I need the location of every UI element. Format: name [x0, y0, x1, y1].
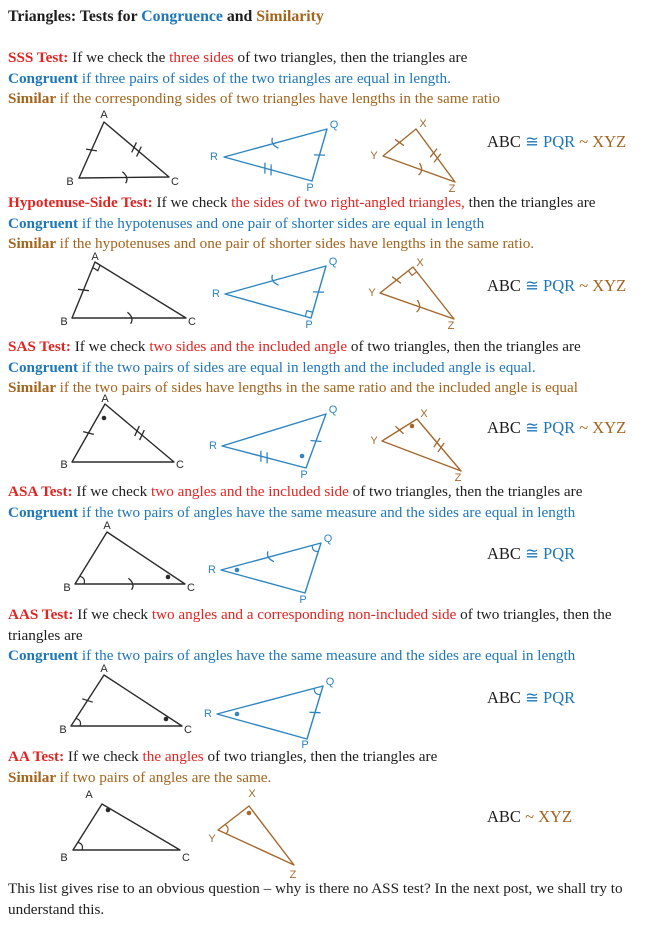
tick-mark [135, 426, 140, 436]
text-segment: If we check [156, 194, 232, 211]
text-segment: Similar [8, 379, 60, 397]
vertex-label-A: A [100, 109, 108, 121]
text-segment: three sides [169, 49, 234, 66]
vertex-label-Q: Q [323, 533, 333, 545]
text-segment: If we check [67, 748, 143, 765]
aa-diagram-row [0, 785, 660, 880]
aa-triangle-xyz [218, 806, 294, 865]
text-segment: of two triangles, then the triangles are [347, 338, 581, 355]
text-segment: if the two pairs of sides have lengths in the same ratio and the included angle is equal [59, 379, 578, 397]
vertex-label-Q: Q [329, 119, 339, 131]
angle-dot [247, 811, 252, 816]
sas-line-2 [8, 358, 581, 379]
text-segment: SSS Test: [8, 49, 73, 66]
vertex-label-B: B [60, 852, 68, 864]
vertex-label-C: C [184, 724, 192, 736]
vertex-label-R: R [204, 708, 212, 720]
text-segment: two angles and the included side [151, 483, 349, 500]
angle-arc [225, 824, 228, 833]
vertex-label-A: A [91, 251, 99, 263]
text-segment: If we check [77, 606, 152, 623]
text-segment: if the hypotenuses and one pair of shorter sides have lengths in the same ratio. [59, 235, 535, 253]
text-segment: if two pairs of angles are the same. [59, 768, 272, 786]
vertex-label-C: C [182, 852, 190, 864]
text-segment: the sides of two right-angled triangles, [231, 194, 465, 211]
text-segment: ≅ PQR [525, 418, 580, 437]
footer-line-1: This list gives rise to an obvious question – why is there no ASS test? In the next post, we shall try to [8, 880, 623, 897]
aa-diagram [0, 785, 660, 880]
text-segment: of two triangles, then the triangles are [203, 748, 438, 765]
text-segment: Similar [8, 235, 60, 253]
aas-diagram-row [0, 663, 660, 751]
text-segment: Congruent [8, 214, 82, 232]
text-segment: Triangles: Tests for [8, 8, 142, 25]
sss-diagram [0, 108, 660, 196]
sas-triangle-xyz [382, 419, 461, 471]
text-segment: SAS Test: [8, 338, 75, 355]
angle-arc [314, 688, 320, 694]
right-angle-mark [408, 271, 416, 276]
tick-mark [395, 426, 403, 433]
asa-section-text [8, 482, 582, 523]
tick-mark [78, 289, 89, 290]
aas-line-2 [8, 626, 612, 647]
angle-dot [164, 717, 169, 722]
sas-diagram [0, 395, 660, 482]
vertex-label-P: P [301, 739, 309, 751]
text-segment: if the corresponding sides of two triangles have lengths in the same ratio [59, 90, 500, 108]
vertex-label-Q: Q [328, 256, 338, 268]
sas-triangle-pqr [222, 414, 326, 468]
text-segment: AA Test: [8, 748, 68, 765]
vertex-label-Y: Y [208, 833, 216, 845]
text-segment: ≅ PQR [525, 276, 580, 295]
text-segment: ABC [487, 276, 526, 295]
text-segment: then the triangles are [464, 194, 596, 211]
text-segment: AAS Test: [8, 606, 78, 623]
angle-dot [300, 454, 305, 459]
angle-dot [235, 712, 240, 717]
vertex-label-A: A [85, 789, 93, 801]
angle-arc [312, 545, 318, 551]
sss-section-text [8, 48, 500, 110]
sas-section-text [8, 337, 581, 399]
text-segment: the angles [142, 748, 204, 765]
page-title [8, 7, 324, 28]
text-segment: Congruence [141, 8, 223, 25]
tick-mark [311, 440, 322, 441]
hs-triangle-abc [72, 262, 186, 318]
hs-line-2 [8, 214, 596, 235]
vertex-label-X: X [420, 408, 428, 420]
angle-dot [410, 424, 415, 429]
text-segment: Congruent [8, 647, 82, 665]
angle-dot [235, 568, 240, 573]
vertex-label-A: A [101, 393, 109, 405]
vertex-label-P: P [305, 319, 313, 331]
vertex-label-P: P [306, 182, 314, 194]
text-segment: of two triangles, then the [456, 606, 612, 623]
aa-relation [487, 807, 572, 827]
text-segment: Hypotenuse-Side Test: [8, 194, 157, 211]
angle-arc [78, 842, 83, 850]
asa-diagram-row [0, 520, 660, 605]
vertex-label-B: B [60, 459, 68, 471]
text-segment: if the two pairs of angles have the same measure and the sides are equal in length [81, 647, 576, 665]
aas-relation [487, 688, 575, 708]
text-segment: of two triangles, then the triangles are [233, 49, 468, 66]
text-segment: if the two pairs of sides are equal in length and the included angle is equal. [81, 358, 536, 376]
vertex-label-B: B [66, 176, 74, 188]
text-segment: Congruent [8, 69, 82, 87]
text-segment: of two triangles, then the triangles are [348, 483, 583, 500]
asa-line-1 [8, 482, 582, 503]
vertex-label-Z: Z [289, 869, 297, 881]
text-segment: Congruent [8, 358, 82, 376]
text-segment: If we check the [72, 49, 170, 66]
tick-mark [137, 147, 142, 157]
tick-mark [140, 430, 145, 440]
sas-diagram-row [0, 395, 660, 482]
aa-triangle-abc [73, 804, 180, 850]
text-segment: if the hypotenuses and one pair of shorter sides are equal in length [81, 214, 485, 232]
vertex-label-A: A [103, 520, 111, 532]
text-segment: ABC [487, 132, 526, 151]
aa-section-text [8, 747, 437, 788]
hs-section-text [8, 193, 596, 255]
text-segment: Similar [8, 90, 60, 108]
text-segment: If we check [74, 338, 150, 355]
hs-relation [487, 276, 626, 296]
vertex-label-B: B [63, 582, 71, 594]
vertex-label-C: C [187, 582, 195, 594]
hs-triangle-pqr [225, 266, 326, 318]
vertex-label-P: P [299, 594, 307, 606]
text-segment: ≅ PQR [525, 688, 576, 707]
sss-line-3 [8, 89, 500, 110]
footer-line-2: understand this. [8, 900, 105, 918]
text-segment: ABC [487, 544, 526, 563]
sss-triangle-pqr [224, 129, 327, 181]
vertex-label-R: R [209, 440, 217, 452]
text-segment: if three pairs of sides of the two triangles are equal in length. [81, 69, 451, 87]
vertex-label-R: R [208, 564, 216, 576]
vertex-label-X: X [416, 257, 424, 269]
vertex-label-R: R [212, 288, 220, 300]
angle-dot [166, 575, 171, 580]
vertex-label-Y: Y [370, 435, 378, 447]
text-segment: if the two pairs of angles have the same measure and the sides are equal in length [81, 503, 576, 521]
text-segment: ~ XYZ [579, 276, 627, 295]
text-segment: If we check [76, 483, 151, 500]
vertex-label-B: B [60, 316, 68, 328]
text-segment: two angles and a corresponding non-included side [151, 606, 457, 623]
text-segment: Similar [8, 768, 60, 786]
vertex-label-Y: Y [368, 287, 376, 299]
vertex-label-C: C [176, 459, 184, 471]
asa-relation [487, 544, 575, 564]
text-segment: ABC [487, 807, 526, 826]
vertex-label-Q: Q [328, 404, 338, 416]
text-segment: ~ XYZ [579, 132, 627, 151]
tick-mark [86, 149, 97, 151]
vertex-label-B: B [59, 724, 67, 736]
text-segment: triangles are [8, 626, 83, 644]
sss-line-1 [8, 48, 500, 69]
aas-line-1 [8, 605, 612, 626]
aas-section-text [8, 605, 612, 667]
tick-mark [132, 142, 137, 152]
vertex-label-Y: Y [370, 150, 378, 162]
aa-line-1 [8, 747, 437, 768]
text-segment: Similarity [256, 8, 324, 25]
vertex-label-P: P [300, 469, 308, 481]
sss-relation [487, 132, 626, 152]
vertex-label-Q: Q [325, 676, 335, 688]
vertex-label-Z: Z [448, 183, 456, 195]
text-segment: ASA Test: [8, 483, 77, 500]
angle-arc [76, 718, 81, 726]
sas-relation [487, 418, 626, 438]
sss-line-2 [8, 69, 500, 90]
angle-dot [106, 808, 111, 813]
text-segment: Congruent [8, 503, 82, 521]
vertex-label-Z: Z [454, 472, 462, 484]
vertex-label-X: X [248, 788, 256, 800]
text-segment: ≅ PQR [525, 132, 580, 151]
aas-triangle-pqr [217, 686, 323, 739]
vertex-label-C: C [171, 176, 179, 188]
text-segment: ABC [487, 688, 526, 707]
sas-line-1 [8, 337, 581, 358]
angle-dot [102, 416, 107, 421]
vertex-label-X: X [419, 118, 427, 130]
angle-arc [80, 576, 85, 584]
text-segment: ~ XYZ [525, 807, 573, 826]
text-segment: ABC [487, 418, 526, 437]
vertex-label-Z: Z [447, 320, 455, 332]
hs-diagram-row [0, 252, 660, 338]
vertex-label-C: C [188, 316, 196, 328]
hs-line-1 [8, 193, 596, 214]
footer-text [8, 879, 623, 920]
text-segment: ≅ PQR [525, 544, 576, 563]
vertex-label-R: R [210, 151, 218, 163]
text-segment: two sides and the included angle [149, 338, 348, 355]
vertex-label-A: A [100, 663, 108, 675]
text-segment: ~ XYZ [579, 418, 627, 437]
sss-diagram-row [0, 108, 660, 196]
text-segment: and [222, 8, 257, 25]
